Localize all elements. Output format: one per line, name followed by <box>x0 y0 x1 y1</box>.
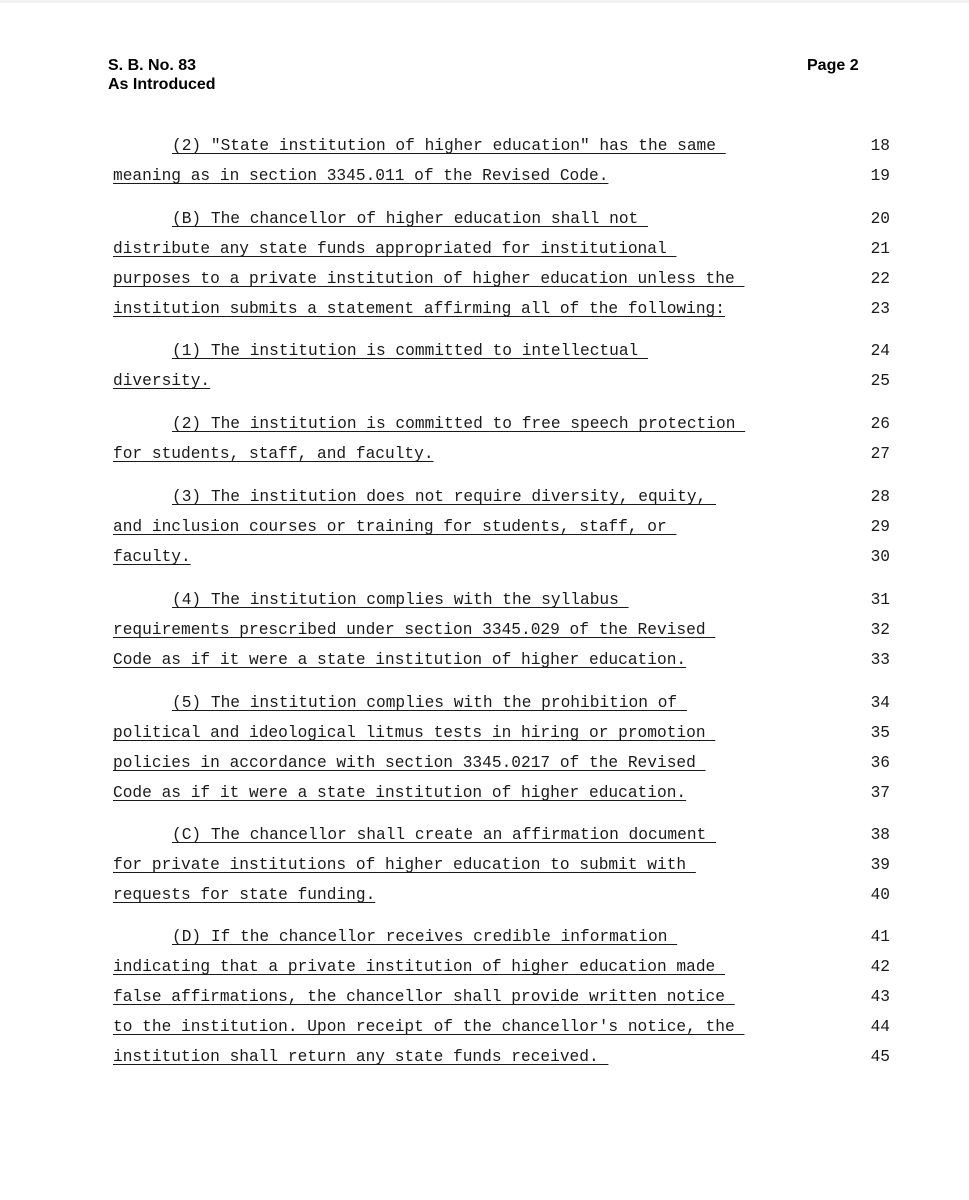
bill-text-line: requirements prescribed under section 3345.029 of the Revised <box>113 621 716 639</box>
bill-text-line: for students, staff, and faculty. <box>113 445 434 463</box>
bill-text-line: meaning as in section 3345.011 of the Revised Code. <box>113 167 609 185</box>
bill-text-line: (3) The institution does not require diversity, equity, <box>172 488 716 506</box>
line-number: 24 <box>870 342 890 360</box>
line-number: 18 <box>870 137 890 155</box>
bill-text-line: (5) The institution complies with the prohibition of <box>172 694 687 712</box>
page-number: Page 2 <box>807 57 859 74</box>
line-number: 37 <box>870 784 890 802</box>
bill-text-line: diversity. <box>113 372 211 390</box>
bill-text-line: (4) The institution complies with the syllabus <box>172 591 629 609</box>
line-number: 25 <box>870 372 890 390</box>
bill-text-line: indicating that a private institution of higher education made <box>113 958 725 976</box>
bill-text-line: (2) "State institution of higher education" has the same <box>172 137 726 155</box>
bill-text-line: purposes to a private institution of higher education unless the <box>113 270 745 288</box>
line-number: 42 <box>870 958 890 976</box>
bill-text-line: (D) If the chancellor receives credible information <box>172 928 678 946</box>
bill-text-line: institution shall return any state funds received. <box>113 1048 609 1066</box>
line-number: 33 <box>870 651 890 669</box>
bill-text-line: (C) The chancellor shall create an affirmation document <box>172 826 716 844</box>
line-number: 26 <box>870 415 890 433</box>
bill-text-line: Code as if it were a state institution of higher education. <box>113 784 687 802</box>
bill-text-line: requests for state funding. <box>113 886 376 904</box>
line-number: 36 <box>870 754 890 772</box>
line-number: 22 <box>870 270 890 288</box>
bill-number: S. B. No. 83 <box>108 57 197 74</box>
line-number: 39 <box>870 856 890 874</box>
line-number: 34 <box>870 694 890 712</box>
bill-text-line: for private institutions of higher education to submit with <box>113 856 696 874</box>
bill-text-line: (2) The institution is committed to free speech protection <box>172 415 746 433</box>
bill-text-line: distribute any state funds appropriated for institutional <box>113 240 677 258</box>
line-number: 30 <box>870 548 890 566</box>
bill-text-line: to the institution. Upon receipt of the chancellor's notice, the <box>113 1018 745 1036</box>
line-number: 29 <box>870 518 890 536</box>
line-number: 31 <box>870 591 890 609</box>
bill-text-line: (B) The chancellor of higher education shall not <box>172 210 648 228</box>
line-number: 40 <box>870 886 890 904</box>
bill-text-line: political and ideological litmus tests in hiring or promotion <box>113 724 716 742</box>
line-number: 45 <box>870 1048 890 1066</box>
bill-text-line: faculty. <box>113 548 191 566</box>
bill-text-line: false affirmations, the chancellor shall provide written notice <box>113 988 735 1006</box>
bill-text-line: policies in accordance with section 3345.0217 of the Revised <box>113 754 706 772</box>
line-number: 44 <box>870 1018 890 1036</box>
line-number: 32 <box>870 621 890 639</box>
line-number: 28 <box>870 488 890 506</box>
line-number: 23 <box>870 300 890 318</box>
line-number: 38 <box>870 826 890 844</box>
line-number: 27 <box>870 445 890 463</box>
line-number: 43 <box>870 988 890 1006</box>
line-number: 19 <box>870 167 890 185</box>
bill-text-line: institution submits a statement affirming all of the following: <box>113 300 725 318</box>
line-number: 21 <box>870 240 890 258</box>
bill-status: As Introduced <box>108 76 216 93</box>
line-number: 41 <box>870 928 890 946</box>
line-number: 20 <box>870 210 890 228</box>
line-number: 35 <box>870 724 890 742</box>
bill-text-line: and inclusion courses or training for students, staff, or <box>113 518 677 536</box>
bill-text-line: (1) The institution is committed to intellectual <box>172 342 648 360</box>
bill-text-line: Code as if it were a state institution of higher education. <box>113 651 687 669</box>
